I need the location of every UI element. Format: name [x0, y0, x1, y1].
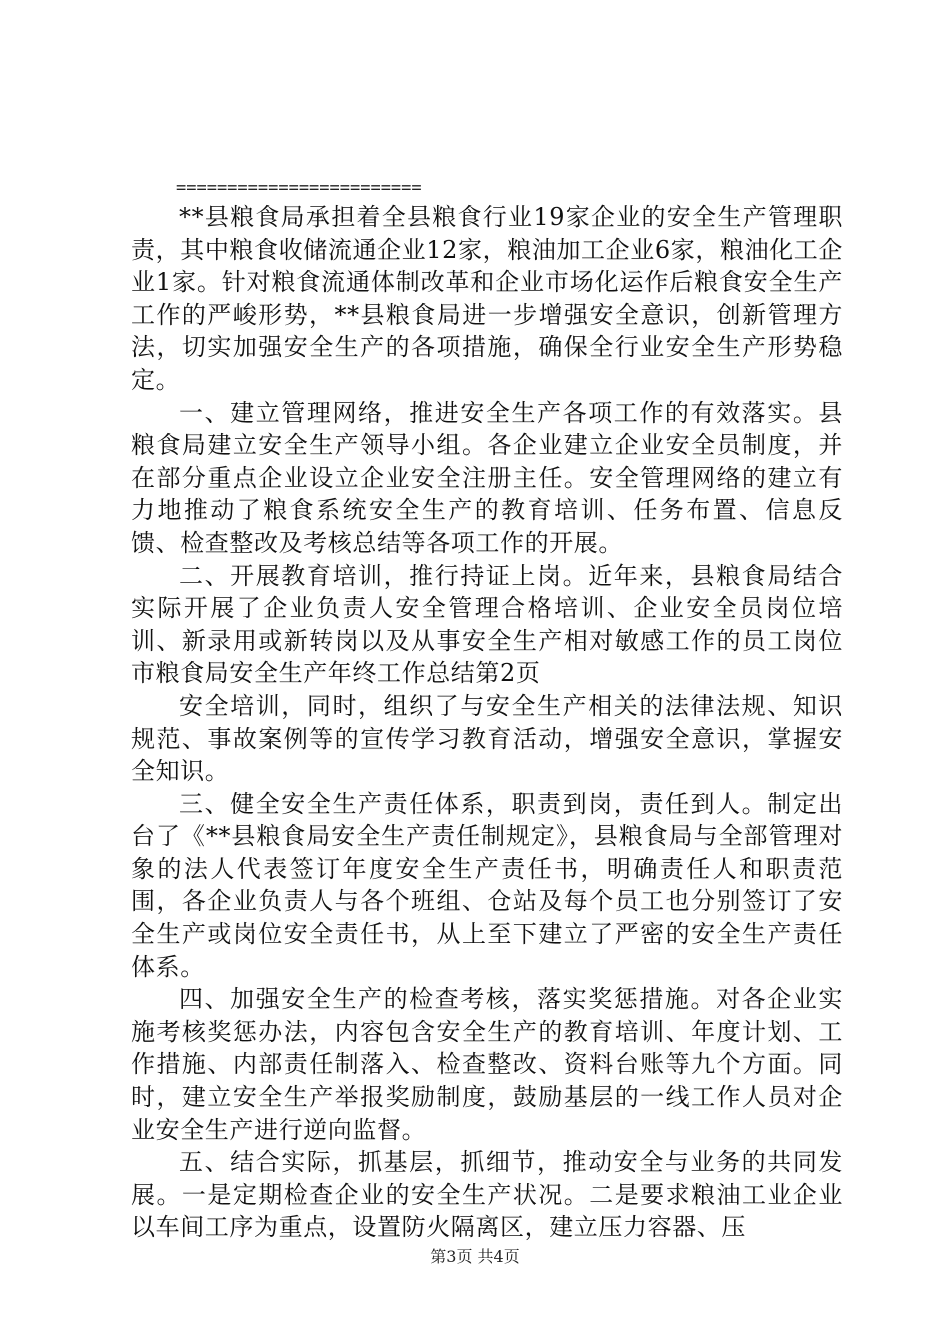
- paragraph-intro: **县粮食局承担着全县粮食行业19家企业的安全生产管理职责，其中粮食收储流通企业12家，粮油加工企业6家，粮油化工企业1家。针对粮食流通体制改革和企业市场化运作后粮食安全生产工作的严峻形势，**县粮食局进一步增强安全意识，创新管理方法，切实加强安全生产的各项措施，确保全行业安全生产形势稳定。: [131, 203, 843, 394]
- paragraph-section-2: 二、开展教育培训，推行持证上岗。近年来，县粮食局结合实际开展了企业负责人安全管理合格培训、企业安全员岗位培训、新录用或新转岗以及从事安全生产相对敏感工作的员工岗位市粮食局安全生产年终工作总结第2页: [131, 561, 843, 688]
- paragraph-section-3: 三、健全安全生产责任体系，职责到岗，责任到人。制定出台了《**县粮食局安全生产责任制规定》，县粮食局与全部管理对象的法人代表签订年度安全生产责任书，明确责任人和职责范围，各企业负责人与各个班组、仓站及每个员工也分别签订了安全生产或岗位安全责任书，从上至下建立了严密的安全生产责任体系。: [131, 789, 843, 981]
- paragraph-section-2-continued: 安全培训，同时，组织了与安全生产相关的法律法规、知识规范、事故案例等的宣传学习教育活动，增强安全意识，掌握安全知识。: [131, 691, 843, 786]
- paragraph-section-1: 一、建立管理网络，推进安全生产各项工作的有效落实。县粮食局建立安全生产领导小组。各企业建立企业安全员制度，并在部分重点企业设立企业安全注册主任。安全管理网络的建立有力地推动了粮食系统安全生产的教育培训、任务布置、信息反馈、检查整改及考核总结等各项工作的开展。: [131, 398, 843, 557]
- page-number-footer: 第3页 共4页: [430, 1247, 520, 1266]
- paragraph-section-4: 四、加强安全生产的检查考核，落实奖惩措施。对各企业实施考核奖惩办法，内容包含安全生产的教育培训、年度计划、工作措施、内部责任制落入、检查整改、资料台账等九个方面。同时，建立安全生产举报奖励制度，鼓励基层的一线工作人员对企业安全生产进行逆向监督。: [131, 985, 843, 1144]
- paragraph-section-5: 五、结合实际，抓基层，抓细节，推动安全与业务的共同发展。一是定期检查企业的安全生产状况。二是要求粮油工业企业以车间工序为重点，设置防火隔离区，建立压力容器、压: [131, 1148, 843, 1242]
- document-body: [131, 201, 843, 1244]
- separator-line: ========================: [176, 178, 422, 198]
